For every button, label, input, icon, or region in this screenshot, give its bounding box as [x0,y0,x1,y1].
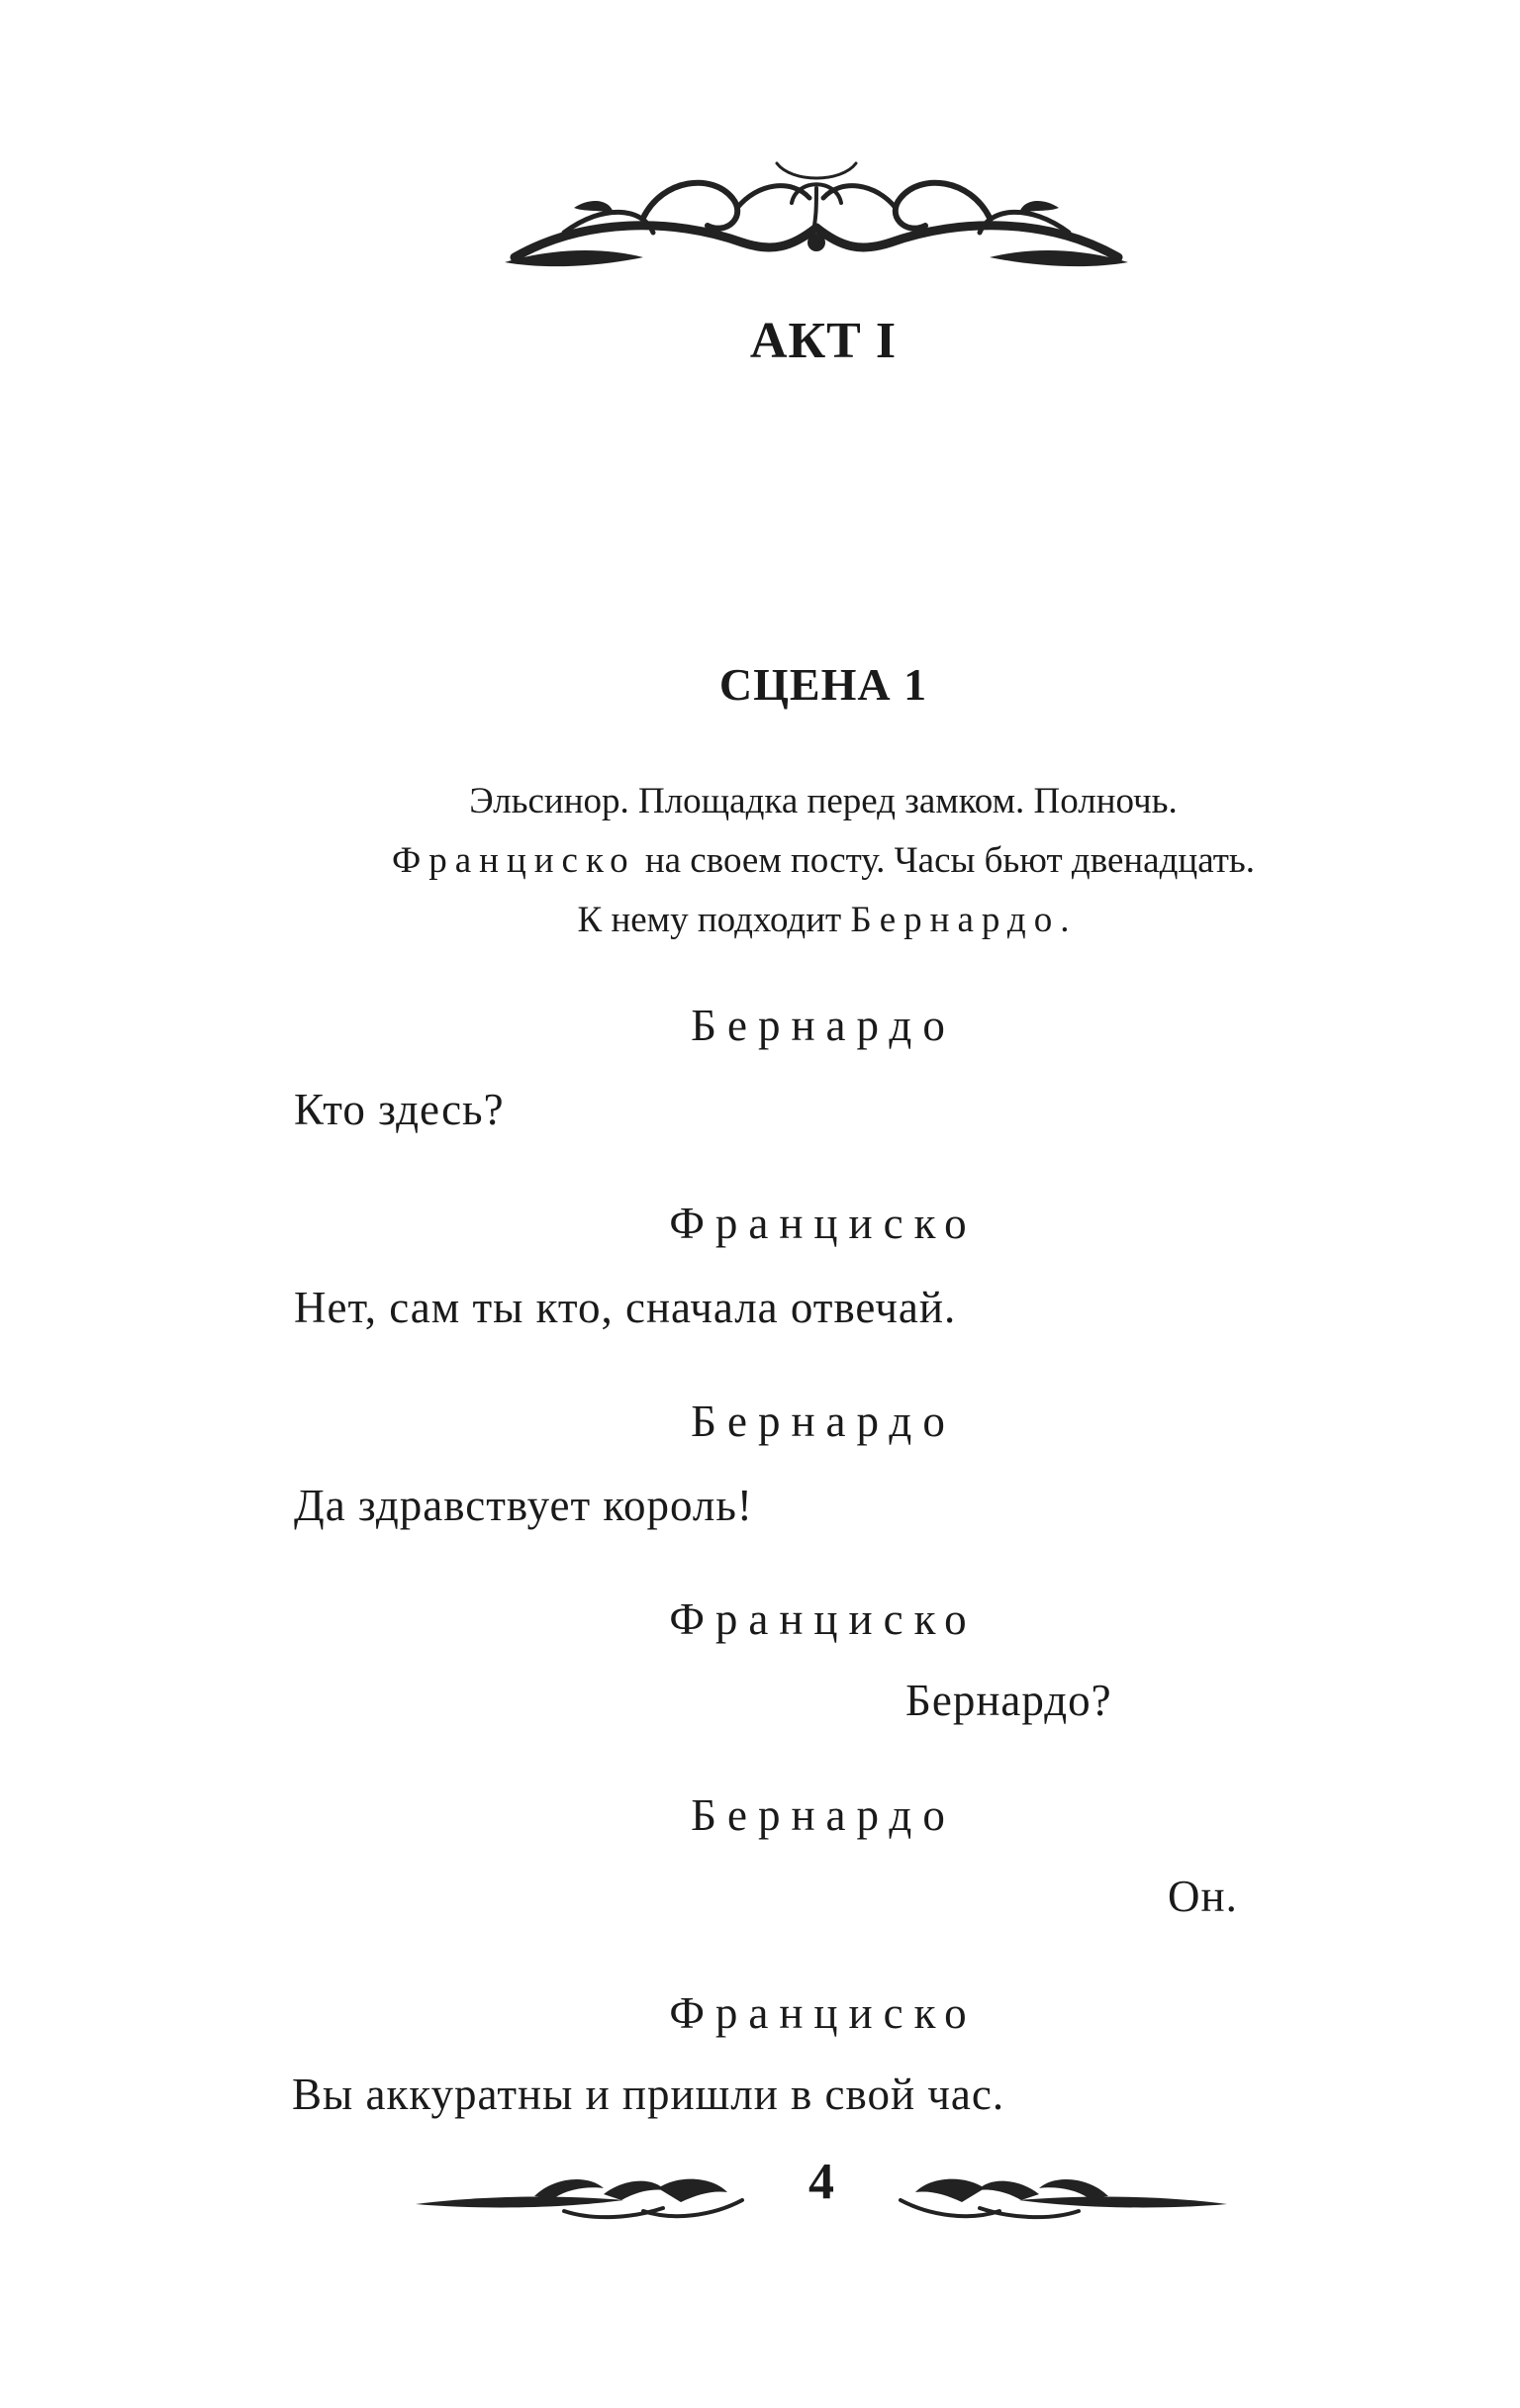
speaker-name: Бернардо [691,1790,956,1840]
speech-line: Да здравствует король! [294,1481,753,1530]
footer-flourish-left [416,2167,752,2226]
speech-line: Он. [1168,1872,1238,1921]
scene-title: СЦЕНА 1 [718,659,928,710]
speaker-name: Франциско [669,1988,978,2038]
stage-direction-line-3-text: К нему подходит [577,900,851,940]
speech-line: Кто здесь? [294,1085,505,1134]
speaker-name: Франциско [669,1594,978,1644]
top-flourish-ornament [495,148,1138,277]
stage-direction [178,772,1469,950]
stage-direction-line-2-text: на своем посту. Часы бьют двенадцать. [635,840,1255,881]
footer-flourish-right [891,2167,1227,2226]
stage-direction-name-francisco: Франциско [392,840,636,881]
speaker-name: Бернардо [691,1397,956,1446]
stage-direction-line-3 [178,891,1469,950]
speaker-name: Бернардо [691,1001,956,1050]
speech-line: Вы аккуратны и пришли в свой час. [292,2070,1005,2119]
speaker-name: Франциско [669,1199,978,1248]
speech-line: Бернардо? [905,1676,1112,1725]
stage-direction-line-2 [178,831,1469,891]
page-number: 4 [808,2154,834,2210]
stage-direction-line-3-end: . [1060,900,1070,940]
stage-direction-name-bernardo: Бернардо [850,900,1061,940]
stage-direction-line-1: Эльсинор. Площадка перед замком. Полночь. [469,781,1178,821]
act-title: АКТ I [749,313,898,369]
speech-line: Нет, сам ты кто, сначала отвечай. [294,1283,957,1332]
page-footer [416,2153,1227,2242]
